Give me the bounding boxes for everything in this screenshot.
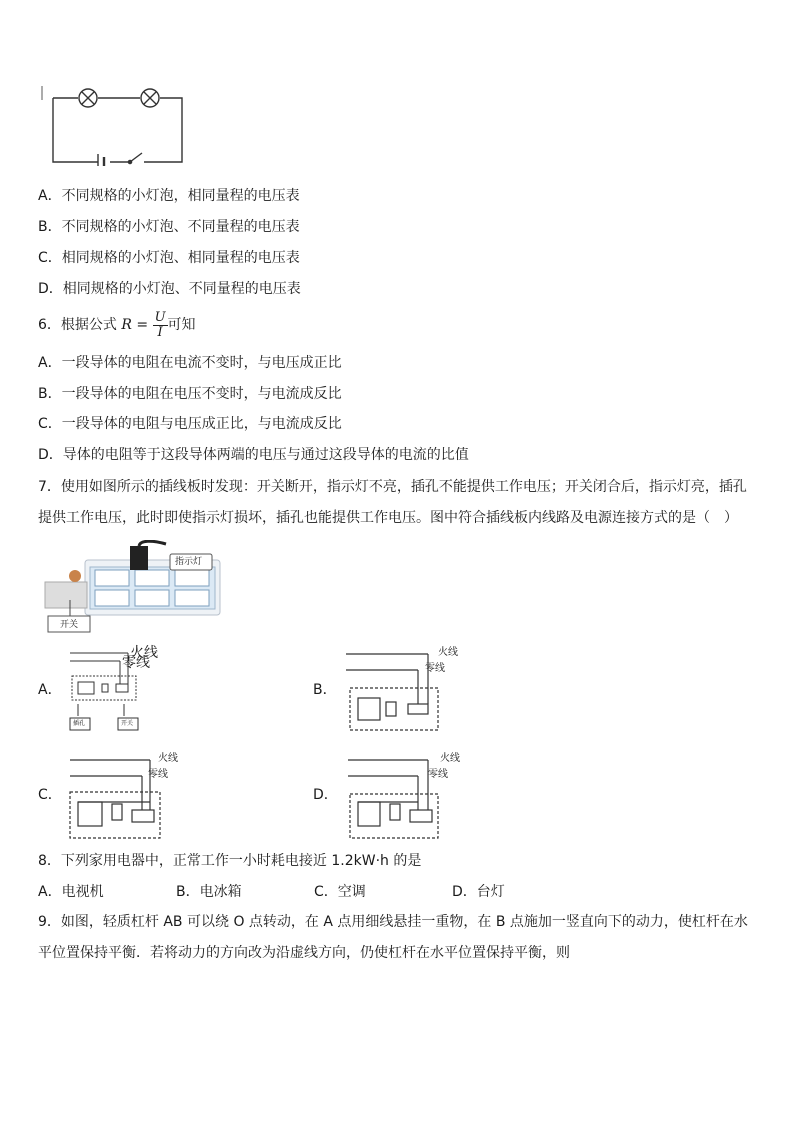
option-c-live-label: 火线 [158, 753, 178, 764]
q6-option-c: C．一段导体的电阻与电压成正比，与电流成反比 [38, 416, 342, 432]
q5-option-c: C．相同规格的小灯泡、相同量程的电压表 [38, 250, 300, 266]
q8-option-b: B．电冰箱 [176, 884, 242, 900]
option-d-live-label: 火线 [440, 753, 460, 764]
option-a-live-label: 火线 [130, 645, 158, 661]
q7-option-d-letter: D． [313, 787, 338, 803]
formula-fraction [153, 311, 168, 340]
option-b-neutral-label: 零线 [425, 663, 445, 674]
q9-stem: 9．如图，轻质杠杆 AB 可以绕 O 点转动，在 A 点用细线悬挂一重物，在 B 点施加一竖直向下的动力，使杠杆在水平位置保持平衡．若将动力的方向改为沿虚线方向，仍使杠杆在水平位置保持平衡，则 [38, 914, 748, 961]
option-d-neutral-label: 零线 [428, 769, 448, 780]
q6-option-d: D．导体的电阻等于这段导体两端的电压与通过这段导体的电流的比值 [38, 447, 469, 463]
q8-option-c: C．空调 [314, 884, 366, 900]
circuit-diagram [38, 80, 188, 166]
q7-option-d-diagram [344, 752, 444, 842]
q6-stem [38, 308, 196, 342]
q6-suffix: 可知 [167, 317, 196, 333]
q7-option-c-letter: C． [38, 787, 62, 803]
q5-option-b: B．不同规格的小灯泡、不同量程的电压表 [38, 219, 300, 235]
option-a-socket-label: 插孔 [73, 720, 86, 727]
q7-stem: 7．使用如图所示的插线板时发现：开关断开，指示灯不亮，插孔不能提供工作电压；开关闭合后，指示灯亮，插孔提供工作电压，此时即使指示灯损坏，插孔也能提供工作电压。图中符合插线板内线路及电源连接方式的是（ ） [38, 479, 747, 526]
q5-option-a: A．不同规格的小灯泡，相同量程的电压表 [38, 188, 300, 204]
photo-label-switch: 开关 [60, 620, 79, 630]
option-c-neutral-label: 零线 [148, 769, 168, 780]
q8-option-a: A．电视机 [38, 884, 104, 900]
q6-prefix: 6．根据公式 [38, 317, 117, 333]
formula-numerator: U [154, 309, 166, 325]
q5-option-d: D．相同规格的小灯泡、不同量程的电压表 [38, 281, 301, 297]
photo-label-indicator: 指示灯 [175, 557, 203, 567]
formula-denominator: I [157, 324, 163, 340]
formula-lhs: R [121, 317, 132, 333]
option-a-neutral-label: 零线 [122, 655, 150, 671]
q8-option-d: D．台灯 [452, 884, 505, 900]
option-a-switch-label: 开关 [121, 720, 134, 727]
q6-option-b: B．一段导体的电阻在电压不变时，与电流成反比 [38, 386, 342, 402]
formula-eq: = [131, 317, 153, 333]
q7-option-c-diagram [66, 752, 166, 842]
q8-stem: 8．下列家用电器中，正常工作一小时耗电接近 1.2kW·h 的是 [38, 853, 422, 869]
q7-option-b-diagram [342, 648, 442, 734]
q7-option-b-letter: B． [313, 682, 337, 698]
option-b-live-label: 火线 [438, 647, 458, 658]
q7-option-a-letter: A． [38, 682, 62, 698]
q6-option-a: A．一段导体的电阻在电流不变时，与电压成正比 [38, 355, 342, 371]
